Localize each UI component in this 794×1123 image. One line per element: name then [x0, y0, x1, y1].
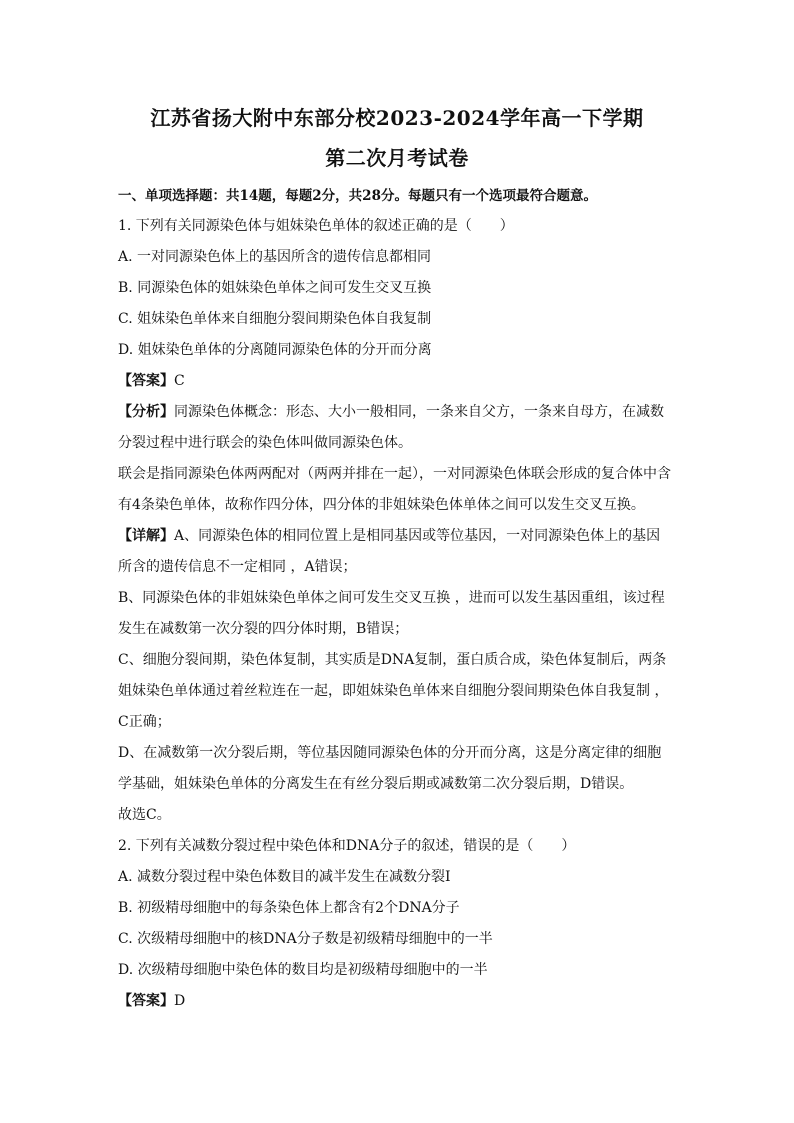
q1-conclusion: 故选C。 — [118, 807, 171, 823]
detail-label: 【详解】 — [118, 528, 174, 544]
q1-detail-line: C、细胞分裂间期，染色体复制，其实质是DNA复制，蛋白质合成，染色体复制后，两条 — [118, 652, 667, 668]
q1-detail-line: 学基础，姐妹染色单体的分离发生在有丝分裂后期或减数第二次分裂后期，D错误。 — [118, 776, 634, 792]
analysis-label: 【分析】 — [118, 404, 174, 420]
exam-title: 江苏省扬大附中东部分校2023-2024学年高一下学期 — [150, 106, 644, 130]
answer-label: 【答案】 — [118, 373, 174, 389]
section-heading: 一、单项选择题：共14题，每题2分，共28分。每题只有一个选项最符合题意。 — [118, 188, 597, 204]
q1-detail-line: D、在减数第一次分裂后期，等位基因随同源染色体的分开而分离，这是分离定律的细胞 — [118, 745, 662, 761]
q1-analysis-line: 【分析】同源染色体概念：形态、大小一般相同，一条来自父方，一条来自母方，在减数 — [118, 404, 664, 420]
exam-subtitle: 第二次月考试卷 — [325, 146, 469, 170]
q1-analysis-line: 分裂过程中进行联会的染色体叫做同源染色体。 — [118, 435, 412, 451]
q1-detail-line: B、同源染色体的非姐妹染色单体之间可发生交叉互换 ，进而可以发生基因重组，该过程 — [118, 590, 665, 606]
q1-detail-line: 所含的遗传信息不一定相同 ，A错误； — [118, 559, 357, 575]
q1-option-d: D. 姐妹染色单体的分离随同源染色体的分开而分离 — [118, 342, 432, 358]
answer-value: C — [174, 373, 185, 389]
q1-detail-line: 姐妹染色单体通过着丝粒连在一起，即姐妹染色单体来自细胞分裂间期染色体自我复制 ， — [118, 683, 669, 699]
q1-detail-line: 发生在减数第一次分裂的四分体时期，B错误； — [118, 621, 409, 637]
q2-option-d: D. 次级精母细胞中染色体的数目均是初级精母细胞中的一半 — [118, 962, 488, 978]
q2-answer — [118, 986, 678, 1017]
q1-option-b: B. 同源染色体的姐妹染色单体之间可发生交叉互换 — [118, 280, 432, 296]
q2-option-a: A. 减数分裂过程中染色体数目的减半发生在减数分裂Ⅰ — [118, 869, 451, 885]
q1-detail-line: C正确； — [118, 714, 171, 730]
q2-option-b: B. 初级精母细胞中的每条染色体上都含有2个DNA分子 — [118, 900, 460, 916]
q1-option-c: C. 姐妹染色单体来自细胞分裂间期染色体自我复制 — [118, 311, 432, 327]
exam-content — [118, 183, 678, 1017]
q2-option-c: C. 次级精母细胞中的核DNA分子数是初级精母细胞中的一半 — [118, 931, 493, 947]
answer-label: 【答案】 — [118, 993, 174, 1009]
q1-option-a: A. 一对同源染色体上的基因所含的遗传信息都相同 — [118, 249, 432, 265]
q1-answer — [118, 366, 678, 397]
q1-analysis-line: 有4条染色单体，故称作四分体，四分体的非姐妹染色体单体之间可以发生交叉互换。 — [118, 497, 645, 513]
answer-value: D — [174, 993, 186, 1009]
q1-stem: 1. 下列有关同源染色体与姐妹染色单体的叙述正确的是（ ） — [118, 218, 514, 234]
q2-stem: 2. 下列有关减数分裂过程中染色体和DNA分子的叙述，错误的是（ ） — [118, 838, 576, 854]
q1-detail-line: 【详解】A、同源染色体的相同位置上是相同基因或等位基因，一对同源染色体上的基因 — [118, 528, 661, 544]
q1-analysis-line: 联会是指同源染色体两两配对（两两并排在一起），一对同源染色体联会形成的复合体中含 — [118, 466, 671, 482]
